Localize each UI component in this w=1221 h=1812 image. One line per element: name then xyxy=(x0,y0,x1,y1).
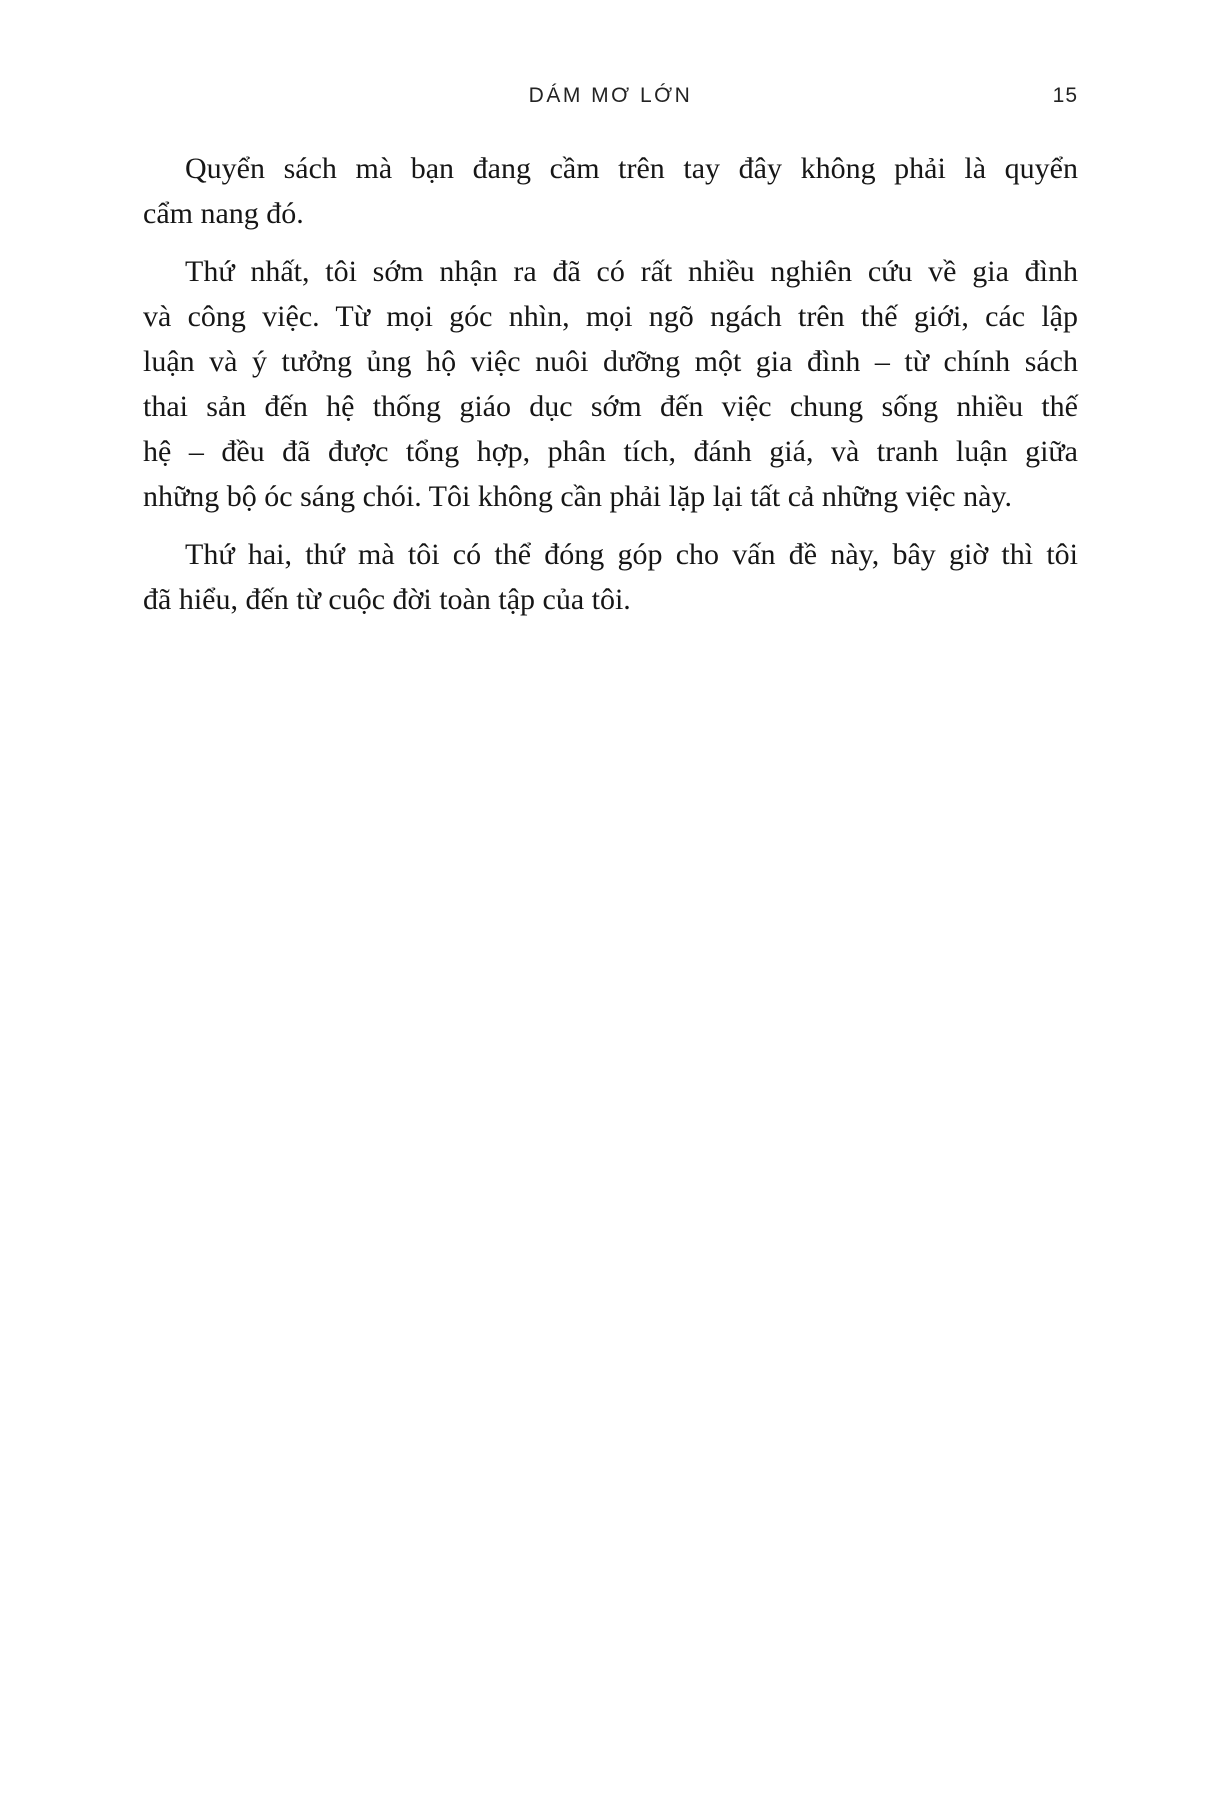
text-line: thai sản đến hệ thống giáo dục sớm đến việc chung sống nhiều thế xyxy=(143,390,1078,423)
page-number: 15 xyxy=(1052,84,1078,107)
text-line: đã hiểu, đến từ cuộc đời toàn tập của tôi. xyxy=(143,583,631,616)
text-line: Thứ nhất, tôi sớm nhận ra đã có rất nhiều nghiên cứu về gia đình xyxy=(185,255,1078,288)
body-text xyxy=(143,146,1078,635)
text-line: và công việc. Từ mọi góc nhìn, mọi ngõ ngách trên thế giới, các lập xyxy=(143,300,1078,333)
paragraph xyxy=(143,532,1078,622)
paragraph xyxy=(143,146,1078,236)
text-line: hệ – đều đã được tổng hợp, phân tích, đánh giá, và tranh luận giữa xyxy=(143,435,1078,468)
text-line: Quyển sách mà bạn đang cầm trên tay đây không phải là quyển xyxy=(185,152,1078,185)
text-line: cẩm nang đó. xyxy=(143,197,304,230)
text-line: Thứ hai, thứ mà tôi có thể đóng góp cho vấn đề này, bây giờ thì tôi xyxy=(185,538,1078,571)
page-header xyxy=(143,84,1078,114)
text-line: những bộ óc sáng chói. Tôi không cần phải lặp lại tất cả những việc này. xyxy=(143,480,1012,513)
text-line: luận và ý tưởng ủng hộ việc nuôi dưỡng một gia đình – từ chính sách xyxy=(143,345,1078,378)
paragraph xyxy=(143,249,1078,519)
running-head: DÁM MƠ LỚN xyxy=(528,84,693,107)
